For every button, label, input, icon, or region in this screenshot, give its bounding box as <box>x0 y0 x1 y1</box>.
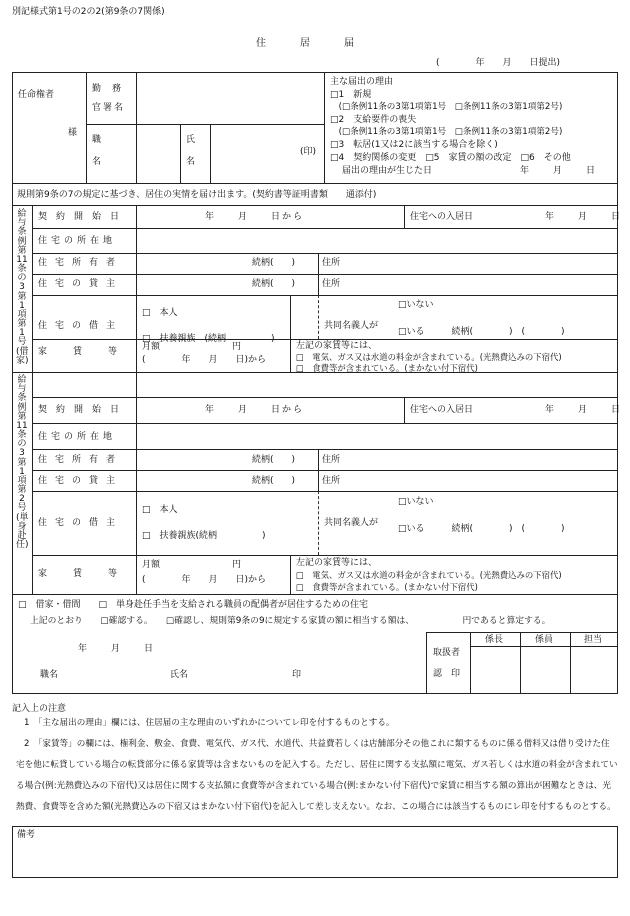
form-number: 別記様式第1号の2の2(第9条の7関係) <box>12 7 165 17</box>
s2-borrower-family[interactable]: □ 扶養親族(続柄 ) <box>142 531 266 541</box>
s2-lender-label: 住宅の貸主 <box>38 476 124 486</box>
name-input[interactable] <box>211 125 297 183</box>
s1-co-owner-none[interactable]: □いない <box>398 300 434 310</box>
s2-lender-address-label: 住所 <box>322 476 341 486</box>
s1-lender-address-label: 住所 <box>322 279 341 289</box>
s1-owner-label: 住宅所有者 <box>38 258 124 268</box>
confirm-seal-mark: 印 <box>292 670 302 680</box>
handler-label-a: 取扱者 <box>433 648 461 658</box>
note-1: 1 「主な届出の理由」欄には、住居届の主な理由のいずれかについてレ印を付するものとする。 <box>24 718 395 728</box>
post-label-a: 職 <box>92 135 102 145</box>
remarks-label: 備考 <box>17 830 36 840</box>
s2-owner-address-label: 住所 <box>322 455 341 465</box>
s1-move-in-value[interactable]: 年 月 日 <box>545 212 623 222</box>
s2-location-input[interactable] <box>137 424 617 448</box>
reason-1-detail[interactable]: (□条例11条の3第1項第1号 □条例11条の3第1項第2号) <box>330 102 563 112</box>
s2-owner-label: 住宅所有者 <box>38 455 124 465</box>
s2-rent-from[interactable]: ( 年 月 日)から <box>142 575 267 585</box>
s2-rent-monthly[interactable]: 月額 円 <box>142 560 242 570</box>
s2-move-in-value[interactable]: 年 月 日 <box>545 405 623 415</box>
office-label-a: 勤務 <box>92 84 133 94</box>
s1-rent-option-utilities[interactable]: □ 電気、ガス又は水道の料金が含まれている。(光熱費込みの下宿代) <box>296 352 562 362</box>
s2-contract-start-label: 契約開始日 <box>38 405 129 415</box>
statement-text: 規則第9条の7の規定に基づき、居住の実情を届け出ます。(契約書等証明書類 通添付) <box>17 190 377 200</box>
post-label-b: 名 <box>92 157 102 167</box>
s1-contract-start-value[interactable]: 年 月 日から <box>205 212 305 222</box>
sama-suffix: 様 <box>68 128 78 138</box>
s2-contract-start-value[interactable]: 年 月 日から <box>205 405 305 415</box>
confirm-date[interactable]: 年 月 日 <box>78 644 156 654</box>
s1-contract-start-label: 契約開始日 <box>38 212 129 222</box>
appointer-label: 任命権者 <box>18 90 55 100</box>
confirm-name-label: 氏名 <box>170 670 189 680</box>
reason-3[interactable]: □3 転居(1又は2に該当する場合を除く) <box>330 140 498 150</box>
role-staff: 係員 <box>535 635 554 645</box>
staff-seal-cell[interactable] <box>521 647 569 693</box>
section-2-side-label: 給与条例第11条の3第1項第2号(単身赴任) <box>16 375 29 551</box>
s1-lender-relation[interactable]: 続柄( ) <box>252 279 296 289</box>
s1-move-in-label: 住宅への入居日 <box>410 212 474 222</box>
note-2: 2 「家賃等」の欄には、権利金、敷金、食費、電気代、ガス代、水道代、共益費若しくは店舗部分その他これに類するものに係る借料又は借り受けた住宅を他に転貸している場合の転貸部分に係る家賃等は含まないものを記入する。ただし、居住に関する支払額に電気、ガス若しくは水道の料金が含まれている場合(例:光熱費込みの下宿代)又は居住に関する支払額に食費等が含まれている場合(例:まかない付下宿代)で家賃に相当する額の算出が困難なときは、光熱費、食費等を含めた額(光熱費込みの下宿又はまかない付下宿代)を記入して差し支えない。なお、この場合には該当するものにレ印を付するものとする。 <box>16 739 618 812</box>
in-charge-seal-cell[interactable] <box>571 647 617 693</box>
name-label-a: 氏 <box>186 135 196 145</box>
s2-rent-option-utilities[interactable]: □ 電気、ガス又は水道の料金が含まれている。(光熱費込みの下宿代) <box>296 570 562 580</box>
s1-location-label: 住宅の所在地 <box>38 236 117 246</box>
reason-2-detail[interactable]: (□条例11条の3第1項第1号 □条例11条の3第1項第2号) <box>330 127 563 137</box>
role-chief: 係長 <box>485 635 504 645</box>
s2-owner-relation[interactable]: 続柄( ) <box>252 455 296 465</box>
reason-1[interactable]: □1 新規 <box>330 90 372 100</box>
s1-rent-label: 家賃等 <box>38 347 144 357</box>
s2-co-owner-none[interactable]: □いない <box>398 497 434 507</box>
s1-rent-from[interactable]: ( 年 月 日)から <box>142 355 267 365</box>
s2-rent-label: 家賃等 <box>38 569 144 579</box>
remarks-box[interactable] <box>12 826 618 878</box>
s1-owner-address-label: 住所 <box>322 258 341 268</box>
s2-rent-option-meals[interactable]: □ 食費等が含まれている。(まかない付下宿代) <box>296 582 478 592</box>
section-1-side-label: 給与条例第11条の3第1項第1号(借家) <box>16 209 29 366</box>
office-label-b: 官署名 <box>92 103 126 113</box>
s2-location-label: 住宅の所在地 <box>38 432 117 442</box>
s2-co-owner-label: 共同名義人が <box>324 518 379 528</box>
s1-lender-label: 住宅の貸主 <box>38 279 124 289</box>
confirm-statement-line[interactable]: 上記のとおり □確認する。 □確認し、規則第9条の9に規定する家賃の額に相当する額は、 円であると算定する。 <box>30 616 551 626</box>
s1-borrower-label: 住宅の借主 <box>38 321 124 331</box>
notes-heading: 記入上の注意 <box>12 704 67 714</box>
s1-owner-relation[interactable]: 続柄( ) <box>252 258 296 268</box>
s1-borrower-self[interactable]: □ 本人 <box>142 308 178 318</box>
s1-co-owner-exist[interactable]: □いる 続柄( ) ( ) <box>398 327 565 337</box>
s1-co-owner-label: 共同名義人が <box>324 321 379 331</box>
reason-2[interactable]: □2 支給要件の喪失 <box>330 115 417 125</box>
s1-rent-monthly[interactable]: 月額 円 <box>142 342 242 352</box>
reason-4-5-6[interactable]: □4 契約関係の変更 □5 家賃の額の改定 □6 その他 <box>330 153 571 163</box>
s1-rent-note: 左記の家賃等には、 <box>296 341 378 351</box>
name-label-b: 名 <box>186 157 196 167</box>
s1-borrower-family[interactable]: □ 扶養親族 (続柄 ) <box>142 334 275 344</box>
chief-seal-cell[interactable] <box>471 647 519 693</box>
post-input[interactable] <box>137 125 179 183</box>
confirm-post-label: 職名 <box>40 670 59 680</box>
s2-borrower-self[interactable]: □ 本人 <box>142 505 178 515</box>
s2-move-in-label: 住宅への入居日 <box>410 405 474 415</box>
reason-heading: 主な届出の理由 <box>330 77 394 87</box>
office-input[interactable] <box>137 73 323 123</box>
submission-date[interactable]: ( 年 月 日提出) <box>436 58 561 68</box>
reason-date-value[interactable]: 年 月 日 <box>520 166 598 176</box>
reason-date-label: 届出の理由が生じた日 <box>342 166 433 176</box>
s2-rent-note: 左記の家賃等には、 <box>296 558 378 568</box>
s1-location-input[interactable] <box>137 229 617 252</box>
s2-co-owner-exist[interactable]: □いる 続柄( ) ( ) <box>398 524 565 534</box>
s2-lender-relation[interactable]: 続柄( ) <box>252 476 296 486</box>
s1-rent-option-meals[interactable]: □ 食費等が含まれている。(まかない付下宿代) <box>296 363 478 373</box>
confirm-type-line[interactable]: □ 借家・借間 □ 単身赴任手当を支給される職員の配偶者が居住するための住宅 <box>18 600 369 610</box>
seal-mark: (印) <box>300 147 317 157</box>
handler-label-b: 認 印 <box>433 669 461 679</box>
s2-borrower-label: 住宅の借主 <box>38 518 124 528</box>
role-in-charge: 担当 <box>584 635 603 645</box>
form-title: 住居届 <box>256 38 388 49</box>
